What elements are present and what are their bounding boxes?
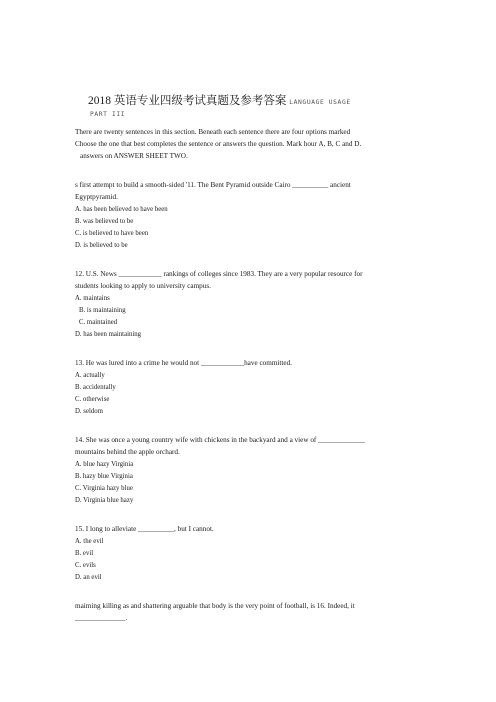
question-13-option-d: D. seldom bbox=[75, 408, 103, 415]
document-title bbox=[88, 93, 488, 111]
question-12-option-a: A. maintains bbox=[75, 295, 110, 302]
part-heading: PART III bbox=[90, 111, 126, 118]
instruction-line: answers on ANSWER SHEET TWO. bbox=[80, 152, 188, 160]
question-12-option-b: B. is maintaining bbox=[79, 307, 126, 314]
question-12-option-c: C. maintained bbox=[79, 319, 118, 326]
question-14-stem: mountains behind the apple orchard. bbox=[75, 448, 180, 456]
instruction-line: There are twenty sentences in this section. Beneath each sentence there are four options marked bbox=[75, 128, 351, 136]
question-11-stem: s first attempt to build a smooth-sided '11. The Bent Pyramid outside Cairo __________ ancient bbox=[75, 181, 351, 189]
question-16-stem: ______________. bbox=[75, 614, 128, 622]
question-14-option-a: A. blue hazy Virginia bbox=[75, 461, 134, 468]
question-11-option-c: C. is believed to have been bbox=[75, 230, 149, 237]
question-14-option-d: D. Virginia blue hazy bbox=[75, 497, 134, 504]
question-15-stem: 15. I long to alleviate __________, but I cannot. bbox=[75, 525, 214, 533]
question-11-option-b: B. was believed to be bbox=[75, 218, 134, 225]
question-12-stem: students looking to apply to university campus. bbox=[75, 282, 211, 290]
question-15-option-c: C. evils bbox=[75, 562, 96, 569]
question-16-stem: maiming killing as and shattering arguable that body is the very point of football, is 16. Indeed, it bbox=[75, 602, 355, 610]
question-11-option-a: A. has been believed to have been bbox=[75, 206, 168, 213]
question-11-option-d: D. is believed to be bbox=[75, 242, 128, 249]
question-12-option-d: D. has been maintaining bbox=[75, 331, 142, 338]
question-13-option-a: A. actually bbox=[75, 372, 105, 379]
question-15-option-d: D. an evil bbox=[75, 574, 102, 581]
title-suffix: LANGUAGE USAGE bbox=[289, 99, 351, 106]
question-15-option-b: B. evil bbox=[75, 550, 94, 557]
question-15-option-a: A. the evil bbox=[75, 538, 104, 545]
question-14-stem: 14. She was once a young country wife with chickens in the backyard and a view of _____________ bbox=[75, 436, 365, 444]
title-main: 2018 英语专业四级考试真题及参考答案 bbox=[88, 95, 287, 107]
question-12-stem: 12. U.S. News ____________ rankings of colleges since 1983. They are a very popular resource for bbox=[75, 270, 363, 278]
question-13-stem: 13. He was lured into a crime he would not ____________have committed. bbox=[75, 359, 292, 367]
question-11-stem: Egyptpyramid. bbox=[75, 193, 118, 201]
question-14-option-c: C. Virginia hazy blue bbox=[75, 485, 133, 492]
question-13-option-b: B. accidentally bbox=[75, 384, 116, 391]
instruction-line: Choose the one that best completes the sentence or answers the question. Mark hour A, B, C and D. bbox=[75, 140, 362, 148]
question-13-option-c: C. otherwise bbox=[75, 396, 110, 403]
question-14-option-b: B. hazy blue Virginia bbox=[75, 473, 133, 480]
